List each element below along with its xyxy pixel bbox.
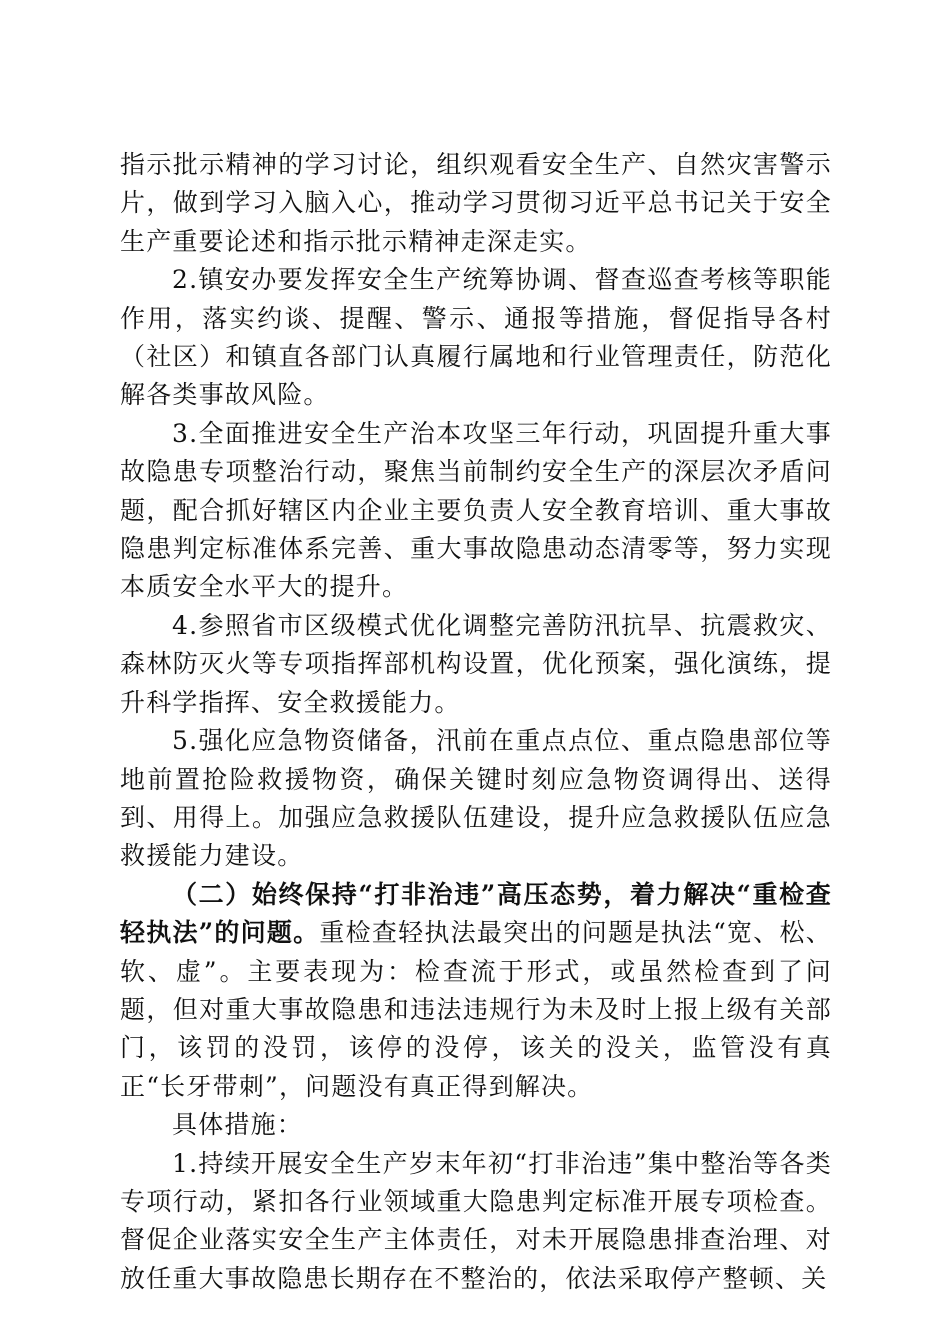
paragraph-continued: 指示批示精神的学习讨论，组织观看安全生产、自然灾害警示片，做到学习入脑入心，推动学习贯彻习近平总书记关于安全生产重要论述和指示批示精神走深走实。	[120, 150, 832, 256]
section-body: 重检查轻执法最突出的问题是执法“宽、松、软、虚”。主要表现为：检查流于形式，或虽然检查到了问题，但对重大事故隐患和违法违规行为未及时上报上级有关部门，该罚的没罚，该停的没停，该关的没关，监管没有真正“长牙带刺”，问题没有真正得到解决。	[120, 918, 832, 1101]
document-body	[120, 146, 832, 1298]
paragraph-item-4: 4.参照省市区级模式优化调整完善防汛抗旱、抗震救灾、森林防灭火等专项指挥部机构设置，优化预案，强化演练，提升科学指挥、安全救援能力。	[120, 610, 832, 717]
paragraph-item-2: 2.镇安办要发挥安全生产统筹协调、督查巡查考核等职能作用，落实约谈、提醒、警示、通报等措施，督促指导各村（社区）和镇直各部门认真履行属地和行业管理责任，防范化解各类事故风险。	[120, 265, 832, 410]
section-heading: （二）始终保持“打非治违”高压态势，着力解决“重检查轻执法”的问题。	[120, 879, 832, 948]
section-heading-paragraph	[120, 876, 832, 1106]
paragraph-item-3: 3.全面推进安全生产治本攻坚三年行动，巩固提升重大事故隐患专项整治行动，聚焦当前制约安全生产的深层次矛盾问题，配合抓好辖区内企业主要负责人安全教育培训、重大事故隐患判定标准体系完善、重大事故隐患动态清零等，努力实现本质安全水平大的提升。	[120, 418, 832, 602]
paragraph-item-5: 5.强化应急物资储备，汛前在重点点位、重点隐患部位等地前置抢险救援物资，确保关键时刻应急物资调得出、送得到、用得上。加强应急救援队伍建设，提升应急救援队伍应急救援能力建设。	[120, 726, 832, 871]
measures-label: 具体措施：	[172, 1110, 304, 1140]
paragraph-measure-1: 1.持续开展安全生产岁末年初“打非治违”集中整治等各类专项行动，紧扣各行业领域重大隐患判定标准开展专项检查。督促企业落实安全生产主体责任，对未开展隐患排查治理、对放任重大事故隐患长期存在不整治的，依法采取停产整顿、关	[120, 1148, 832, 1293]
